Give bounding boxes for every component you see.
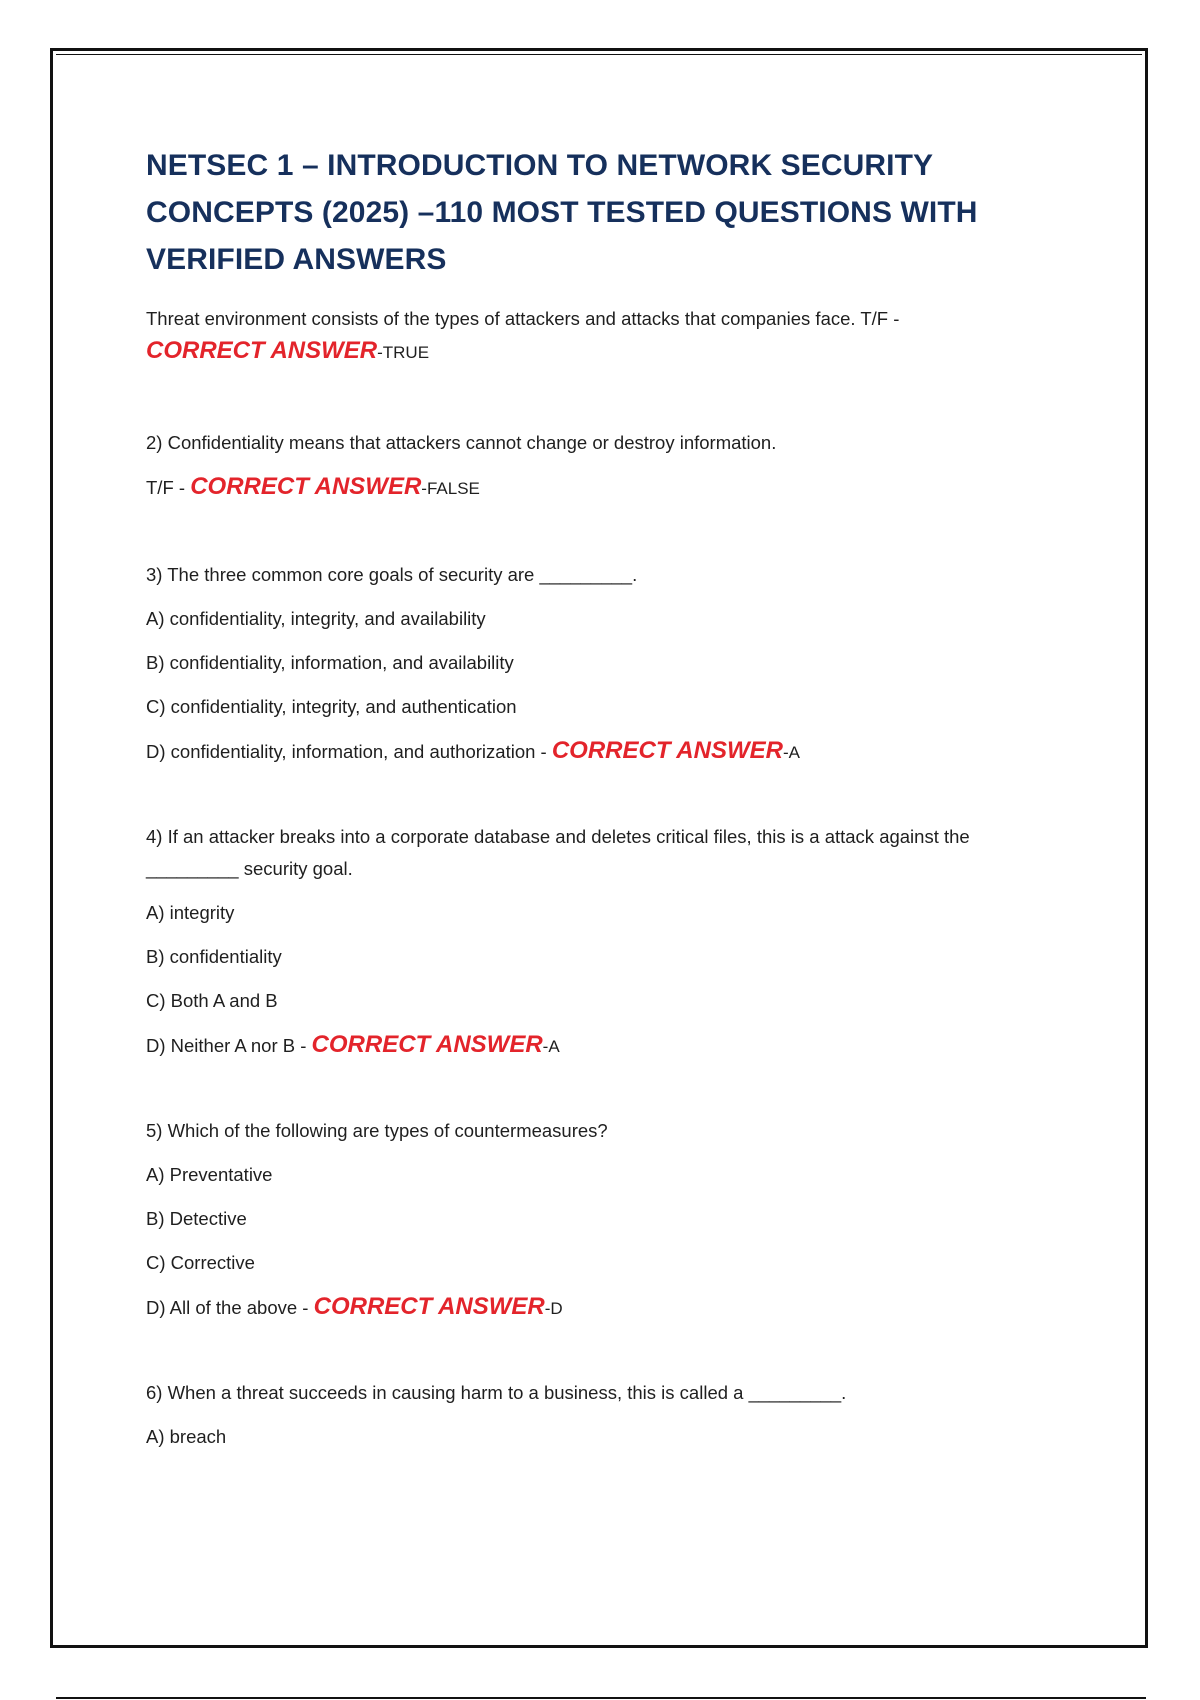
question-text: 6) When a threat succeeds in causing harm to a business, this is called a _________. xyxy=(146,1382,847,1403)
answer-line xyxy=(146,473,1086,503)
option-d: D) confidentiality, information, and authorization - xyxy=(146,741,552,762)
answer-value: -D xyxy=(544,1299,563,1318)
option-d-answer-line xyxy=(146,737,1086,767)
document-content xyxy=(146,142,1086,1501)
question-4 xyxy=(146,823,1086,1061)
title-line-2: CONCEPTS (2025) –110 MOST TESTED QUESTIONS WITH xyxy=(146,196,978,229)
option-c: C) confidentiality, integrity, and authentication xyxy=(146,696,517,717)
option-a: A) confidentiality, integrity, and availability xyxy=(146,608,486,629)
option-d-answer-line xyxy=(146,1031,1086,1061)
document-title xyxy=(146,142,1086,283)
correct-answer-label: CORRECT ANSWER xyxy=(190,473,422,500)
correct-answer-label: CORRECT ANSWER xyxy=(311,1031,543,1058)
question-text: 3) The three common core goals of security are _________. xyxy=(146,564,638,585)
question-text-line-2: _________ security goal. xyxy=(146,858,353,879)
option-c: C) Corrective xyxy=(146,1252,255,1273)
question-text: 5) Which of the following are types of countermeasures? xyxy=(146,1120,608,1141)
title-line-3: VERIFIED ANSWERS xyxy=(146,243,447,276)
answer-value: -TRUE xyxy=(377,343,430,362)
option-a: A) integrity xyxy=(146,902,235,923)
option-b: B) confidentiality xyxy=(146,946,282,967)
question-3 xyxy=(146,561,1086,767)
option-a: A) Preventative xyxy=(146,1164,273,1185)
correct-answer-label: CORRECT ANSWER xyxy=(313,1293,545,1320)
answer-value: -A xyxy=(542,1037,560,1056)
option-d-answer-line xyxy=(146,1293,1086,1323)
answer-prefix: T/F - xyxy=(146,477,191,498)
option-d: D) All of the above - xyxy=(146,1297,314,1318)
answer-value: -A xyxy=(782,743,800,762)
bottom-rule xyxy=(56,1697,1146,1699)
question-text-line-1: 4) If an attacker breaks into a corporate database and deletes critical files, this is a attack against the xyxy=(146,826,970,847)
option-b: B) Detective xyxy=(146,1208,247,1229)
title-line-1: NETSEC 1 – INTRODUCTION TO NETWORK SECURITY xyxy=(146,149,934,182)
correct-answer-label: CORRECT ANSWER xyxy=(551,737,783,764)
answer-value: -FALSE xyxy=(421,479,480,498)
option-c: C) Both A and B xyxy=(146,990,278,1011)
question-1 xyxy=(146,305,1086,367)
question-5 xyxy=(146,1117,1086,1323)
answer-line xyxy=(146,337,1086,367)
question-2 xyxy=(146,429,1086,503)
option-d: D) Neither A nor B - xyxy=(146,1035,312,1056)
question-6 xyxy=(146,1379,1086,1451)
question-text: 2) Confidentiality means that attackers cannot change or destroy information. xyxy=(146,432,777,453)
option-b: B) confidentiality, information, and availability xyxy=(146,652,514,673)
correct-answer-label: CORRECT ANSWER xyxy=(146,337,378,364)
option-a: A) breach xyxy=(146,1426,227,1447)
question-text: Threat environment consists of the types of attackers and attacks that companies face. T/F - xyxy=(146,308,900,329)
